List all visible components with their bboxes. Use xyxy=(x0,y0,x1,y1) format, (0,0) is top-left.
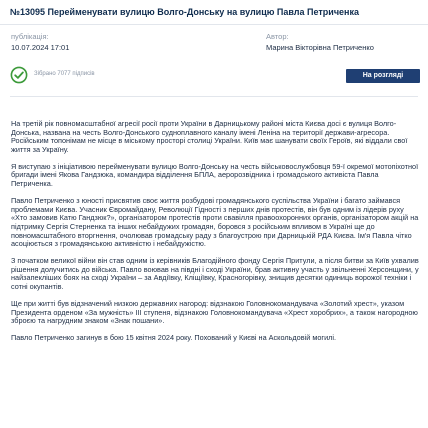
page-header xyxy=(0,0,428,25)
author-name: Марина Вікторівна Петриченко xyxy=(266,43,374,52)
paragraph: З початком великої війни він став одним із керівників Благодійного фонду Сергія Притули, а після битви за Київ ухвалив рішення долучитись до війська. Павло воював на півдні і сході України, брав активну участь у звільненні Херсонщини, у найзапекліших боях на сході України – за Авдіївку, Кліщіївку, Красногорівку, знищив десятки одиниць ворожої техніки і сотні окупантів. xyxy=(11,256,419,291)
divider xyxy=(10,96,418,97)
author-block xyxy=(266,32,426,54)
published-label: публікація: xyxy=(11,32,49,41)
signatures-row xyxy=(10,66,420,88)
paragraph: Павло Петриченко з юності присвятив своє життя розбудові громадянського суспільства України і багато займався проблемами Києва. Учасник Євромайдану, Революції Гідності з перших днів протестів, він був одним із лідерів руху «Хто замовив Катю Гандзюк?», організатором протестів проти свавілля правоохоронних органів, організатором акцій на підтримку Сергія Стерненка та інших небайдужих громадян, боровся з російським впливом в Україні ще до повномасштабного вторгнення, очолював громадську раду з благоустрою при Дарницькій РДА Києва. Ім'я Павла чітко асоціюється з громадянською активністю і небайдужістю. xyxy=(11,196,419,249)
paragraph: На третій рік повномасштабної агресії росії проти України в Дарницькому районі міста Києва досі є вулиця Волго-Донська, названа на честь Волго-Донського судноплавного каналу імені Леніна на території держави-агресора. Російським топонімам не місце в міському просторі столиці України. Київ має шанувати своїх Героїв, які віддали свої життя за Україну. xyxy=(11,119,408,154)
published-block xyxy=(11,32,211,54)
petition-body xyxy=(11,120,419,351)
paragraph: Я виступаю з ініціативою перейменувати вулицю Волго-Донську на честь військовослужбовця 59-ї окремої мотопіхотної бригади імені Якова Гандзюка, командира відділення БПЛА, аеророзвідника і громадського активіста Павла Петриченка. xyxy=(11,161,419,189)
status-badge: На розгляді xyxy=(346,69,420,83)
author-label: Автор: xyxy=(266,32,289,41)
petition-title: №13095 Перейменувати вулицю Волго-Донську на вулицю Павла Петриченка xyxy=(10,7,360,17)
published-date: 10.07.2024 17:01 xyxy=(11,43,70,52)
signatures-count: Зібрано 7077 підписів xyxy=(34,71,95,77)
check-circle-icon xyxy=(10,66,28,84)
paragraph: Павло Петриченко загинув в бою 15 квітня 2024 року. Похований у Києві на Аскольдовій могилі. xyxy=(11,333,337,343)
paragraph: Ще при житті був відзначений низкою державних нагород: відзнакою Головнокомандувача «Золотий хрест», указом Президента орденом «За мужність» III ступеня, відзнакою Головнокомандувача «Хрест хоробрих», а також нагородною зброєю та нагрудним знаком «Знак пошани». xyxy=(11,299,418,326)
